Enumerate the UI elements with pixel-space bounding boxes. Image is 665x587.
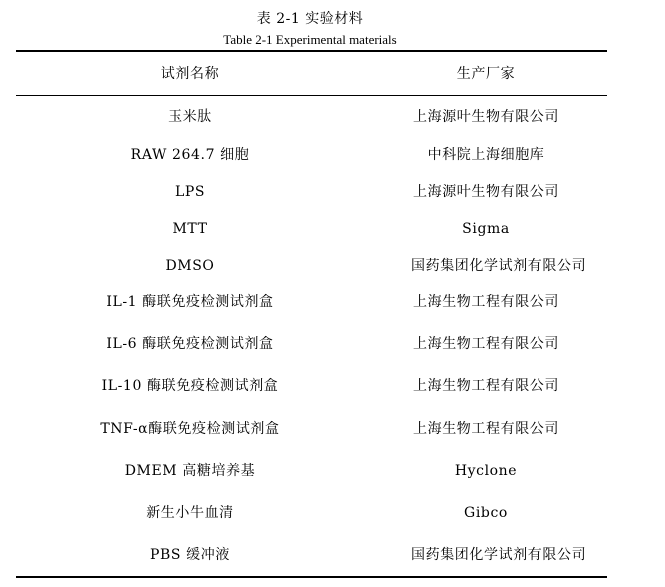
reagent-cell: MTT <box>172 221 208 237</box>
table-row <box>16 290 607 314</box>
manufacturer-cell: 国药集团化学试剂有限公司 <box>411 258 587 274</box>
table-row <box>16 374 607 398</box>
table-caption-english: Table 2-1 Experimental materials <box>223 32 397 47</box>
header-manufacturer: 生产厂家 <box>456 66 516 82</box>
manufacturer-cell: 上海源叶生物有限公司 <box>413 184 559 200</box>
header-rule <box>16 95 607 96</box>
table-row <box>16 543 607 567</box>
table-row <box>16 217 607 241</box>
table-row <box>16 501 607 525</box>
manufacturer-cell: Gibco <box>464 505 508 521</box>
reagent-cell: IL-6 酶联免疫检测试剂盒 <box>106 336 274 352</box>
manufacturer-cell: 国药集团化学试剂有限公司 <box>411 547 587 563</box>
table-row <box>16 180 607 204</box>
reagent-cell: RAW 264.7 细胞 <box>130 147 250 163</box>
table-header-row <box>16 62 607 86</box>
header-reagent-name: 试剂名称 <box>160 66 220 82</box>
top-rule <box>16 50 607 52</box>
reagent-cell: LPS <box>174 184 206 200</box>
manufacturer-cell: 上海生物工程有限公司 <box>413 421 559 437</box>
bottom-rule <box>16 576 607 578</box>
manufacturer-cell: 中科院上海细胞库 <box>427 147 545 163</box>
table-row <box>16 105 607 129</box>
manufacturer-cell: Sigma <box>462 221 510 237</box>
table-caption-chinese: 表 2-1 实验材料 <box>256 11 364 27</box>
manufacturer-cell: 上海源叶生物有限公司 <box>413 109 559 125</box>
reagent-cell: 新生小牛血清 <box>146 505 234 521</box>
reagent-cell: IL-1 酶联免疫检测试剂盒 <box>106 294 274 310</box>
table-row <box>16 417 607 441</box>
manufacturer-cell: Hyclone <box>454 463 518 479</box>
manufacturer-cell: 上海生物工程有限公司 <box>413 294 559 310</box>
manufacturer-cell: 上海生物工程有限公司 <box>413 378 559 394</box>
table-row <box>16 143 607 167</box>
reagent-cell: DMSO <box>165 258 215 274</box>
reagent-cell: IL-10 酶联免疫检测试剂盒 <box>101 378 279 394</box>
reagent-cell: TNF-α酶联免疫检测试剂盒 <box>100 421 280 437</box>
reagent-cell: PBS 缓冲液 <box>150 547 230 563</box>
table-row <box>16 332 607 356</box>
reagent-cell: DMEM 高糖培养基 <box>124 463 256 479</box>
table-row <box>16 459 607 483</box>
reagent-cell: 玉米肽 <box>168 109 212 125</box>
table-row <box>16 254 607 278</box>
manufacturer-cell: 上海生物工程有限公司 <box>413 336 559 352</box>
